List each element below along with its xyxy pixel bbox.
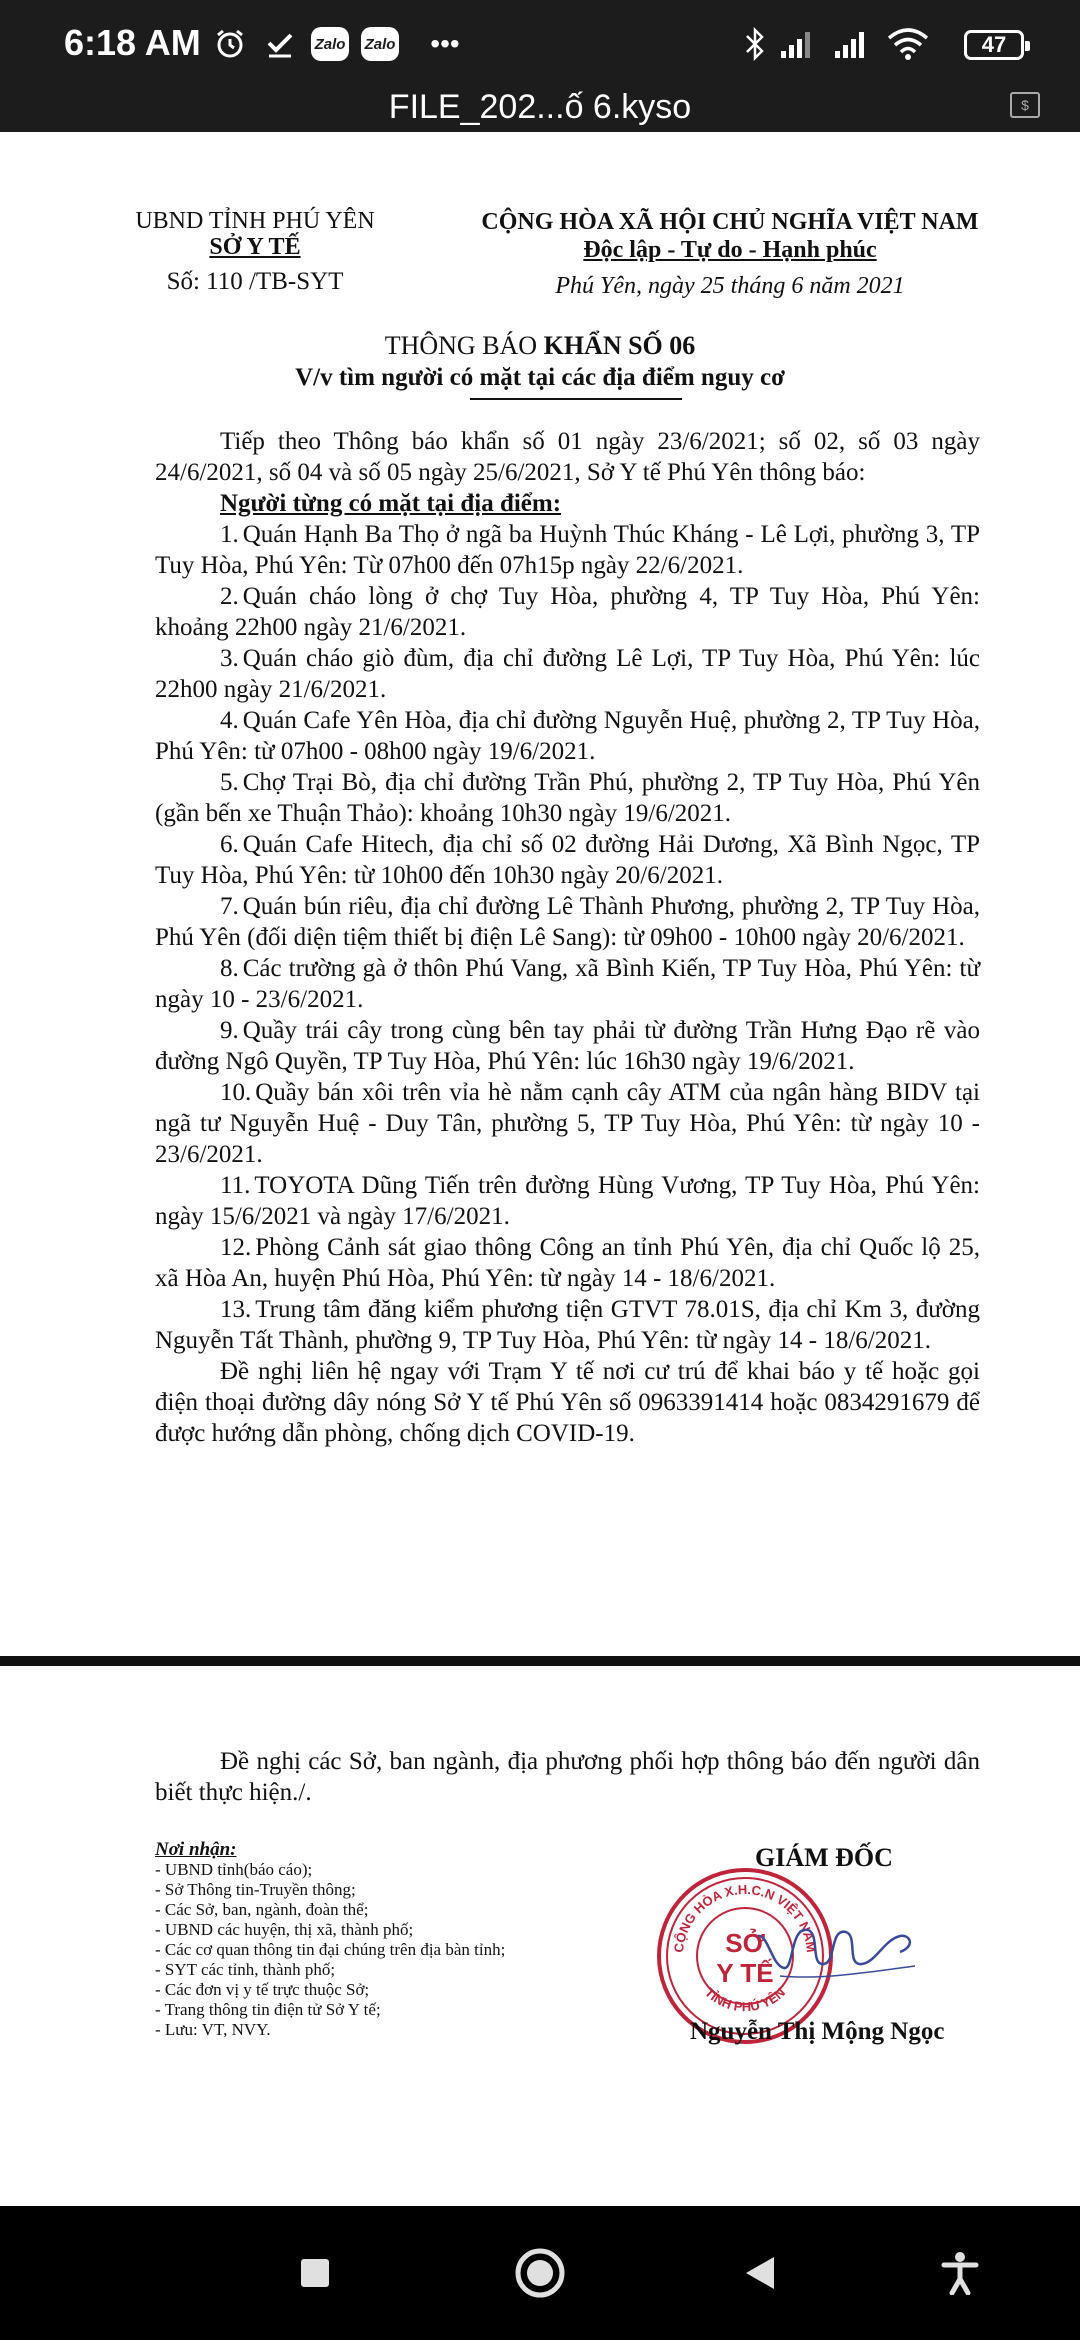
list-item-number: 2. (220, 583, 239, 610)
list-item-number: 11. (220, 1172, 251, 1199)
list-item (155, 767, 980, 829)
wifi-icon (886, 26, 930, 62)
notice-title-b: KHẨN SỐ 06 (543, 331, 696, 360)
nation-line1: CỘNG HÒA XÃ HỘI CHỦ NGHĨA VIỆT NAM (481, 209, 979, 235)
recipients-block (155, 1840, 595, 2040)
signature (750, 1906, 920, 1996)
list-item (155, 1015, 980, 1077)
signer-name: Nguyễn Thị Mộng Ngọc (690, 2018, 945, 2045)
nation-line2: Độc lập - Tự do - Hạnh phúc (583, 237, 877, 263)
signal-icon (778, 26, 818, 62)
signer-title: GIÁM ĐỐC (755, 1843, 893, 1872)
list-item-text: Quầy trái cây trong cùng bên tay phải từ đường Trần Hưng Đạo rẽ vào đường Ngô Quyền, TP Tuy Hòa, Phú Yên: lúc 16h30 ngày 19/6/2021. (155, 1017, 980, 1075)
recipient-item: - Lưu: VT, NVY. (155, 2020, 271, 2039)
list-item (155, 705, 980, 767)
list-item-number: 12. (220, 1234, 252, 1261)
list-item (155, 581, 980, 643)
list-item-text: Quán Hạnh Ba Thọ ở ngã ba Huỳnh Thúc Kháng - Lê Lợi, phường 3, TP Tuy Hòa, Phú Yên: Từ 07h00 đến 07h15p ngày 22/6/2021. (155, 521, 980, 579)
svg-text:TỈNH PHÚ YÊN: TỈNH PHÚ YÊN (701, 1984, 789, 2015)
list-item-text: Quán cháo giò đùm, địa chỉ đường Lê Lợi, TP Tuy Hòa, Phú Yên: lúc 22h00 ngày 21/6/2021. (155, 645, 980, 703)
closing-paragraph: Đề nghị các Sở, ban ngành, địa phương phối hợp thông báo đến người dân biết thực hiện./. (155, 1748, 980, 1806)
title-bar (0, 88, 1080, 132)
zalo-label: Zalo (361, 27, 399, 61)
zalo-label: Zalo (311, 27, 349, 61)
recipient-item: - UBND các huyện, thị xã, thành phố; (155, 1920, 414, 1939)
page-divider (0, 1656, 1080, 1666)
recipients-label: Nơi nhận: (155, 1839, 237, 1860)
list-item (155, 1232, 980, 1294)
place-date: Phú Yên, ngày 25 tháng 6 năm 2021 (555, 273, 905, 299)
list-item-number: 3. (220, 645, 239, 672)
list-item (155, 1077, 980, 1170)
check-icon (262, 26, 298, 62)
bluetooth-icon (740, 26, 770, 62)
list-item-text: Quán bún riêu, địa chỉ đường Lê Thành Phương, phường 2, TP Tuy Hòa, Phú Yên (đối diện tiệm thiết bị điện Lê Sang): từ 09h00 - 10h00 ngày 20/6/2021. (155, 893, 980, 951)
svg-text:SỞ: SỞ (725, 1928, 765, 1958)
list-item-number: 1. (220, 521, 239, 548)
recipient-item: - UBND tỉnh(báo cáo); (155, 1860, 313, 1879)
advice-paragraph: Đề nghị liên hệ ngay với Trạm Y tế nơi cư trú để khai báo y tế hoặc gọi điện thoại đường dây nóng Sở Y tế Phú Yên số 0963391414 hoặc 0834291679 để được hướng dẫn phòng, chống dịch COVID-19. (155, 1358, 980, 1447)
list-item-number: 6. (220, 831, 239, 858)
locations-list (155, 519, 980, 1356)
list-item (155, 1294, 980, 1356)
list-item (155, 1170, 980, 1232)
list-item-number: 7. (220, 893, 239, 920)
list-item-number: 10. (220, 1079, 252, 1106)
home-circle-icon[interactable] (495, 2206, 585, 2340)
recipients-list (155, 1860, 595, 2040)
back-triangle-icon[interactable] (715, 2206, 805, 2340)
zalo-icon (310, 26, 350, 62)
org-line2: SỞ Y TẾ (209, 234, 301, 260)
list-item-text: TOYOTA Dũng Tiến trên đường Hùng Vương, TP Tuy Hòa, Phú Yên: ngày 15/6/2021 và ngày 17/6/2021. (155, 1172, 980, 1230)
svg-text:CỘNG HÒA X.H.C.N VIỆT NAM: CỘNG HÒA X.H.C.N VIỆT NAM (670, 1881, 820, 1954)
recipient-item: - Các cơ quan thông tin đại chúng trên địa bàn tỉnh; (155, 1940, 506, 1959)
status-bar (0, 0, 1080, 88)
zalo-icon (360, 26, 400, 62)
recipient-item: - SYT các tỉnh, thành phố; (155, 1960, 336, 1979)
more-icon: ••• (430, 28, 460, 59)
list-item-text: Các trường gà ở thôn Phú Vang, xã Bình Kiến, TP Tuy Hòa, Phú Yên: từ ngày 10 - 23/6/2021. (155, 955, 980, 1013)
list-item-text: Chợ Trại Bò, địa chỉ đường Trần Phú, phường 2, TP Tuy Hòa, Phú Yên (gần bến xe Thuận Thảo): khoảng 10h30 ngày 19/6/2021. (155, 769, 980, 827)
list-item-text: Quầy bán xôi trên vỉa hè nằm cạnh cây ATM của ngân hàng BIDV tại ngã tư Nguyễn Huệ - Duy Tân, phường 5, TP Tuy Hòa, Phú Yên: từ ngày 10 - 23/6/2021. (155, 1079, 980, 1168)
list-item (155, 643, 980, 705)
subject-underline (470, 398, 682, 400)
list-item-text: Quán Cafe Hitech, địa chỉ số 02 đường Hải Dương, Xã Bình Ngọc, TP Tuy Hòa, Phú Yên: từ 10h00 đến 10h30 ngày 20/6/2021. (155, 831, 980, 889)
list-item-text: Quán Cafe Yên Hòa, địa chỉ đường Nguyễn Huệ, phường 2, TP Tuy Hòa, Phú Yên: từ 07h00 - 08h00 ngày 19/6/2021. (155, 707, 980, 765)
org-line1: UBND TỈNH PHÚ YÊN (135, 208, 375, 234)
list-item-number: 8. (220, 955, 239, 982)
notice-title (0, 330, 1080, 361)
notice-subject: V/v tìm người có mặt tại các địa điểm nguy cơ (295, 364, 785, 391)
file-title: FILE_202...ố 6.kyso (388, 88, 692, 126)
list-item-number: 13. (220, 1296, 252, 1323)
recipient-item: - Trang thông tin điện tử Sở Y tế; (155, 2000, 381, 2019)
document-page-2 (0, 1666, 1080, 2206)
signal-icon (832, 26, 872, 62)
list-item-number: 5. (220, 769, 239, 796)
doc-number: Số: 110 /TB-SYT (166, 268, 344, 295)
intro-paragraph: Tiếp theo Thông báo khẩn số 01 ngày 23/6/2021; số 02, số 03 ngày 24/6/2021, số 04 và số 05 ngày 25/6/2021, Sở Y tế Phú Yên thông báo: (155, 428, 980, 486)
list-item-text: Phòng Cảnh sát giao thông Công an tỉnh Phú Yên, địa chỉ Quốc lộ 25, xã Hòa An, huyện Phú Hòa, Phú Yên: từ ngày 14 - 18/6/2021. (155, 1234, 980, 1292)
battery-icon: 47 (964, 30, 1024, 60)
list-item-text: Quán cháo lòng ở chợ Tuy Hòa, phường 4, TP Tuy Hòa, Phú Yên: khoảng 22h00 ngày 21/6/2021. (155, 583, 980, 641)
doc-info-icon[interactable]: $ (1010, 92, 1040, 118)
alarm-icon (212, 26, 248, 62)
list-item (155, 829, 980, 891)
recipient-item: - Sở Thông tin-Truyền thông; (155, 1880, 356, 1899)
notice-title-a: THÔNG BÁO (384, 331, 544, 360)
list-item-number: 4. (220, 707, 239, 734)
notice-body (155, 426, 980, 1449)
accessibility-icon[interactable] (915, 2206, 1005, 2340)
navigation-bar (0, 2206, 1080, 2340)
list-item-number: 9. (220, 1017, 239, 1044)
list-item (155, 519, 980, 581)
list-heading: Người từng có mặt tại địa điểm: (220, 490, 562, 517)
status-time: 6:18 AM (64, 22, 201, 63)
recipient-item: - Các đơn vị y tế trực thuộc Sở; (155, 1980, 370, 1999)
list-item-text: Trung tâm đăng kiểm phương tiện GTVT 78.01S, địa chỉ Km 3, đường Nguyễn Tất Thành, phường 9, TP Tuy Hòa, Phú Yên: từ ngày 14 - 18/6/2021. (155, 1296, 980, 1354)
document-page-1 (0, 132, 1080, 1656)
recents-square-icon[interactable] (270, 2206, 360, 2340)
recipient-item: - Các Sở, ban, ngành, đoàn thể; (155, 1900, 369, 1919)
list-item (155, 953, 980, 1015)
list-item (155, 891, 980, 953)
svg-text:Y TẾ: Y TẾ (716, 1958, 774, 1988)
